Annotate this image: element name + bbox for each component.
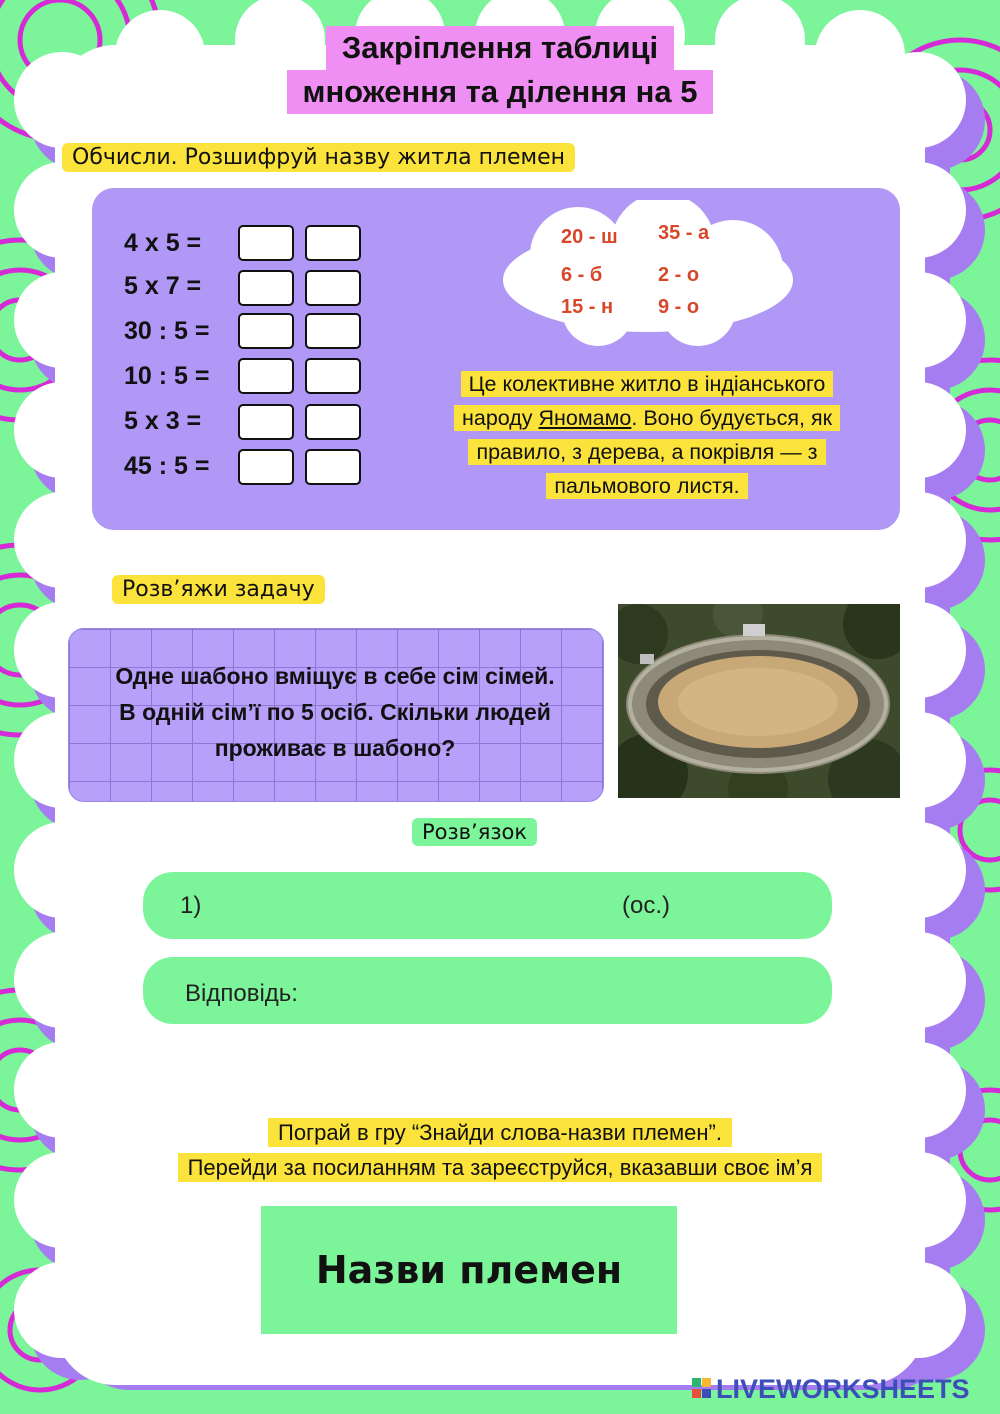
- answer-box-6a[interactable]: [238, 449, 294, 485]
- compute-instruction: Обчисли. Розшифруй назву житла племен: [62, 143, 575, 172]
- game-line-1: Пограй в гру “Знайди слова-назви племен”.: [0, 1120, 1000, 1146]
- dwelling-description: [410, 367, 884, 503]
- key-o1: 2 - о: [658, 264, 700, 286]
- problem-text: [68, 658, 602, 766]
- answer-box-3a[interactable]: [238, 313, 294, 349]
- info-line-4: пальмового листя.: [546, 473, 747, 499]
- solution-step-field[interactable]: [143, 872, 832, 939]
- answer-box-6b[interactable]: [305, 449, 361, 485]
- problem-line-1: Одне шабоно вміщує в себе сім сімей.: [115, 663, 555, 689]
- answer-label: Відповідь:: [185, 980, 298, 1007]
- info-line-1: Це колективне житло в індіанського: [461, 371, 834, 397]
- info-line-3: правило, з дерева, а покрівля — з: [468, 439, 825, 465]
- step-1-unit: (ос.): [622, 892, 670, 919]
- key-o2: 9 - о: [658, 296, 700, 318]
- equation-6: 45 : 5 =: [124, 452, 210, 480]
- equation-3: 30 : 5 =: [124, 317, 210, 345]
- answer-box-4b[interactable]: [305, 358, 361, 394]
- answer-box-3b[interactable]: [305, 313, 361, 349]
- problem-line-2: В одній сім’ї по 5 осіб. Скільки людей: [119, 699, 551, 725]
- step-1-prefix: 1): [180, 892, 202, 919]
- equation-1: 4 х 5 =: [124, 229, 202, 257]
- answer-box-2b[interactable]: [305, 270, 361, 306]
- answer-box-5a[interactable]: [238, 404, 294, 440]
- key-b: 6 - б: [561, 264, 603, 286]
- answer-box-1a[interactable]: [238, 225, 294, 261]
- cipher-cloud: [498, 200, 798, 350]
- problem-line-3: проживає в шабоно?: [214, 735, 456, 761]
- page-title: [0, 26, 1000, 114]
- equation-5: 5 х 3 =: [124, 407, 202, 435]
- equation-4: 10 : 5 =: [124, 362, 210, 390]
- yanomami-link[interactable]: Яномамо: [538, 406, 632, 430]
- equation-2: 5 х 7 =: [124, 272, 202, 300]
- shabono-photo: [618, 604, 900, 798]
- answer-box-2a[interactable]: [238, 270, 294, 306]
- tribe-names-game-button[interactable]: Назви племен: [261, 1206, 677, 1334]
- key-a: 35 - а: [658, 222, 710, 244]
- liveworksheets-logo-icon: [692, 1378, 712, 1400]
- title-line-1: Закріплення таблиці: [326, 26, 674, 70]
- solve-problem-label: Розв’яжи задачу: [112, 575, 325, 604]
- key-n: 15 - н: [561, 296, 614, 318]
- solution-label: Розв’язок: [412, 818, 537, 846]
- info-line-2: народу Яномамо. Воно будується, як: [454, 405, 840, 431]
- key-sh: 20 - ш: [561, 226, 618, 248]
- answer-box-4a[interactable]: [238, 358, 294, 394]
- game-line-2: Перейди за посиланням та зареєструйся, вказавши своє ім’я: [0, 1155, 1000, 1181]
- answer-box-5b[interactable]: [305, 404, 361, 440]
- title-line-2: множення та ділення на 5: [287, 70, 714, 114]
- answer-box-1b[interactable]: [305, 225, 361, 261]
- liveworksheets-logo: LIVEWORKSHEETS: [716, 1374, 970, 1404]
